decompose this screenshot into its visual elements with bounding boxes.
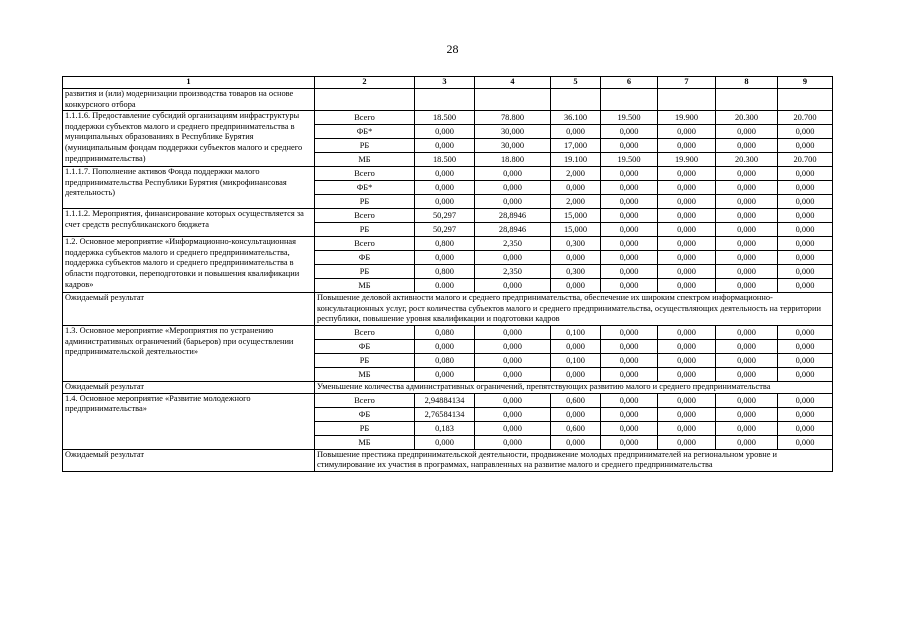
value: 0,000 [475, 354, 550, 368]
value: 0,000 [716, 422, 777, 436]
value: 0,000 [716, 251, 777, 265]
value: 0,000 [778, 251, 832, 265]
value: 0,100 [551, 326, 600, 340]
value: 0,000 [658, 422, 715, 436]
value-cell [658, 111, 716, 167]
value: 0,000 [677, 281, 696, 291]
value: 18.800 [500, 155, 525, 165]
value-cell [778, 111, 833, 167]
value-cell [778, 89, 833, 111]
funding-source: Всего [315, 326, 414, 340]
value: 19.500 [601, 111, 657, 125]
value: 2,000 [551, 167, 600, 181]
measure-description: 1.4. Основное мероприятие «Развитие молодежного предпринимательства» [63, 393, 315, 449]
value: 0,000 [716, 181, 777, 195]
value: 0,000 [601, 408, 657, 422]
value: 19.900 [674, 155, 699, 165]
table-row [63, 89, 833, 111]
expected-result-label: Ожидаемый результат [63, 293, 315, 326]
value: 0,000 [601, 125, 657, 139]
funding-source: Всего [315, 167, 414, 181]
value: 30,000 [475, 139, 550, 153]
value-cell [475, 167, 551, 209]
value: 0,000 [658, 408, 715, 422]
value-cell [551, 167, 601, 209]
value-cell [658, 209, 716, 237]
funding-source: МБ [358, 281, 371, 291]
funding-source-cell [315, 111, 415, 167]
value-cell [601, 325, 658, 381]
value: 0,000 [778, 181, 832, 195]
value: 0,000 [658, 237, 715, 251]
measure-description: 1.1.1.2. Мероприятия, финансирование которых осуществляется за счет средств республиканского бюджета [63, 209, 315, 237]
value: 0,000 [778, 209, 832, 223]
value: 0,000 [658, 209, 715, 223]
expected-result-text: Повышение престижа предпринимательской деятельности, продвижение молодых предпринимателей на региональном уровне и стимулирование их участия в программах, направленных на развитие малого и среднего предпринимательства [315, 449, 833, 471]
value: 0,000 [551, 408, 600, 422]
value: 0,000 [503, 437, 522, 447]
value: 0,000 [658, 251, 715, 265]
value: 30,000 [475, 125, 550, 139]
value: 17,000 [551, 139, 600, 153]
funding-source: РБ [359, 225, 370, 235]
header-cell: 6 [601, 77, 658, 89]
value: 0,000 [619, 281, 639, 291]
funding-source: РБ [315, 265, 414, 279]
value: 0,000 [658, 167, 715, 181]
header-cell: 2 [315, 77, 415, 89]
value: 0.000 [435, 281, 454, 291]
value: 0,000 [601, 422, 657, 436]
value: 0,000 [619, 225, 639, 235]
value: 0,000 [737, 225, 756, 235]
value-cell [415, 89, 475, 111]
measure-description: 1.2. Основное мероприятие «Информационно-консультационная поддержка субъектов малого и среднего предпринимательства, поддержка субъектов малого и среднего предпринимательства в области подготовки, переподготовки и повышения квалификации кадров» [63, 237, 315, 293]
header-cell: 5 [551, 77, 601, 89]
value-cell [716, 237, 778, 293]
value-cell [716, 167, 778, 209]
value: 0,000 [716, 167, 777, 181]
value-cell [601, 89, 658, 111]
value-cell [658, 325, 716, 381]
value: 0,000 [737, 197, 756, 207]
value-cell [415, 209, 475, 237]
value: 20.300 [716, 111, 777, 125]
value: 0,000 [566, 281, 585, 291]
table-body [63, 77, 833, 472]
value: 28,8946 [498, 225, 527, 235]
value: 0,000 [551, 181, 600, 195]
value-cell [601, 111, 658, 167]
value: 0,000 [601, 237, 657, 251]
table-row [63, 237, 833, 293]
value: 2,350 [475, 265, 550, 279]
funding-source: Всего [315, 237, 414, 251]
value: 0,000 [737, 437, 756, 447]
header-cell: 7 [658, 77, 716, 89]
value: 0,000 [658, 340, 715, 354]
value: 0,000 [778, 408, 832, 422]
value: 0,000 [795, 225, 815, 235]
value: 0,000 [435, 197, 454, 207]
value: 0,000 [566, 437, 585, 447]
funding-source: МБ [358, 437, 371, 447]
funding-source: ФБ* [315, 181, 414, 195]
value: 0,000 [619, 197, 639, 207]
value: 0,000 [677, 369, 696, 379]
value: 0,000 [475, 167, 550, 181]
value: 0,000 [475, 181, 550, 195]
value: 0,600 [551, 422, 600, 436]
expected-result-text: Уменьшение количества административных ограничений, препятствующих развитию малого и среднего предпринимательства [315, 381, 833, 393]
value-cell [551, 393, 601, 449]
funding-source-cell [315, 167, 415, 209]
value: 0,000 [415, 125, 474, 139]
value-cell [601, 237, 658, 293]
header-cell: 8 [716, 77, 778, 89]
table-row [63, 325, 833, 381]
value: 0,000 [658, 125, 715, 139]
value: 0,080 [415, 326, 474, 340]
funding-source: ФБ [315, 340, 414, 354]
value-cell [716, 209, 778, 237]
value-cell [778, 209, 833, 237]
value: 0,000 [716, 139, 777, 153]
value: 0,000 [475, 394, 550, 408]
value: 0,000 [778, 422, 832, 436]
value-cell [475, 209, 551, 237]
measure-description: 1.3. Основное мероприятие «Мероприятия по устранению административных ограничений (барьеров) при осуществлении предпринимательской деятельности» [63, 325, 315, 381]
funding-source: ФБ* [315, 125, 414, 139]
funding-source-cell [315, 393, 415, 449]
table-row [63, 393, 833, 449]
value: 50,297 [415, 209, 474, 223]
value: 0,000 [415, 251, 474, 265]
table-row [63, 111, 833, 167]
value: 0,000 [475, 251, 550, 265]
value-cell [475, 89, 551, 111]
value: 0,000 [778, 354, 832, 368]
value: 0,000 [601, 394, 657, 408]
expected-result-label: Ожидаемый результат [63, 381, 315, 393]
value: 0,000 [716, 237, 777, 251]
value: 0,100 [551, 354, 600, 368]
value-cell [778, 167, 833, 209]
value-cell [778, 393, 833, 449]
value: 15,000 [551, 209, 600, 223]
value: 0,000 [566, 369, 585, 379]
value: 0,000 [619, 437, 639, 447]
expected-result-row [63, 381, 833, 393]
expected-result-text: Повышение деловой активности малого и среднего предпринимательства, обеспечение их широким спектром информационно-консультационных услуг, рост количества субъектов малого и среднего предпринимательства, осуществляющих деятельность на территории республики, повышение уровня квалификации и подготовки кадров [315, 293, 833, 326]
funding-source: РБ [315, 354, 414, 368]
value: 0,000 [601, 181, 657, 195]
value: 20.700 [778, 111, 832, 125]
value: 0,000 [716, 354, 777, 368]
value: 0,000 [415, 181, 474, 195]
funding-source: Всего [315, 111, 414, 125]
value: 36.100 [551, 111, 600, 125]
value: 0,800 [415, 265, 474, 279]
value-cell [716, 325, 778, 381]
value: 0,000 [415, 167, 474, 181]
funding-source-cell [315, 325, 415, 381]
value: 0,000 [658, 394, 715, 408]
budget-table [62, 76, 833, 472]
value-cell [551, 325, 601, 381]
value: 0,000 [551, 125, 600, 139]
funding-source: МБ [358, 369, 371, 379]
value: 0,000 [716, 326, 777, 340]
value: 2,000 [566, 197, 585, 207]
value-cell [551, 209, 601, 237]
value: 19.900 [658, 111, 715, 125]
value: 0,000 [737, 281, 756, 291]
value: 0,000 [601, 139, 657, 153]
value: 0,800 [415, 237, 474, 251]
value: 0,000 [716, 125, 777, 139]
value: 0,600 [551, 394, 600, 408]
value: 0,000 [503, 197, 522, 207]
value: 28,8946 [475, 209, 550, 223]
value: 0,000 [415, 139, 474, 153]
value-cell [415, 325, 475, 381]
value: 0,000 [475, 326, 550, 340]
value: 0,000 [778, 265, 832, 279]
header-cell: 9 [778, 77, 833, 89]
value-cell [658, 393, 716, 449]
value: 0,000 [601, 265, 657, 279]
value: 0,000 [677, 225, 696, 235]
value-cell [716, 393, 778, 449]
value: 0,000 [778, 125, 832, 139]
value: 0,000 [677, 437, 696, 447]
value: 0,000 [658, 265, 715, 279]
value: 0,000 [778, 326, 832, 340]
value: 0,000 [601, 354, 657, 368]
value: 0,300 [551, 265, 600, 279]
value: 0,000 [716, 394, 777, 408]
value: 0,000 [778, 139, 832, 153]
funding-source: Всего [315, 394, 414, 408]
value: 0,000 [658, 326, 715, 340]
funding-source: Всего [315, 209, 414, 223]
value: 0,000 [795, 197, 815, 207]
expected-result-row [63, 449, 833, 471]
value: 0,000 [435, 369, 454, 379]
value-cell [778, 237, 833, 293]
funding-source: ФБ [315, 251, 414, 265]
value: 0,000 [503, 369, 522, 379]
value: 19.100 [563, 155, 588, 165]
value: 0,000 [658, 139, 715, 153]
value-cell [415, 237, 475, 293]
header-cell: 4 [475, 77, 551, 89]
value: 0,000 [658, 181, 715, 195]
measure-description: 1.1.1.6. Предоставление субсидий организациям инфраструктуры поддержки субъектов малого и среднего предпринимательства в муниципальных образованиях в Республике Бурятия (муниципальным фондам поддержки субъектов малого и среднего предпринимательства) [63, 111, 315, 167]
value: 0,000 [778, 237, 832, 251]
value: 0,000 [716, 209, 777, 223]
value: 0,000 [778, 340, 832, 354]
value: 0,000 [435, 437, 454, 447]
page-number: 28 [446, 42, 459, 56]
value-cell [658, 167, 716, 209]
value: 15,000 [563, 225, 588, 235]
value-cell [778, 325, 833, 381]
value: 0,000 [716, 265, 777, 279]
value: 0,000 [551, 340, 600, 354]
value: 0,000 [551, 251, 600, 265]
value: 0,000 [658, 354, 715, 368]
value: 0,000 [601, 167, 657, 181]
value: 0,000 [737, 369, 756, 379]
value: 0,000 [778, 167, 832, 181]
value: 0,000 [601, 209, 657, 223]
value: 19.500 [617, 155, 641, 165]
value-cell [601, 167, 658, 209]
funding-source: МБ [358, 155, 371, 165]
value: 18.500 [415, 111, 474, 125]
measure-description: 1.1.1.7. Пополнение активов Фонда поддержки малого предпринимательства Республики Бурятия (микрофинансовая деятельность) [63, 167, 315, 209]
funding-source: ФБ [315, 408, 414, 422]
value: 2,350 [475, 237, 550, 251]
value: 50,297 [432, 225, 457, 235]
value: 0,000 [415, 340, 474, 354]
funding-source-cell [315, 209, 415, 237]
value: 0,000 [475, 340, 550, 354]
value-cell [658, 237, 716, 293]
funding-source-cell [315, 89, 415, 111]
value: 0,000 [677, 197, 696, 207]
value: 0,080 [415, 354, 474, 368]
value-cell [658, 89, 716, 111]
value-cell [716, 89, 778, 111]
value: 0,000 [795, 369, 815, 379]
expected-result-row [63, 293, 833, 326]
value-cell [716, 111, 778, 167]
value-cell [415, 111, 475, 167]
value: 0,000 [601, 251, 657, 265]
value: 0,300 [551, 237, 600, 251]
funding-source-cell [315, 237, 415, 293]
value: 18.500 [432, 155, 457, 165]
value: 0,183 [415, 422, 474, 436]
value-cell [601, 209, 658, 237]
value: 0,000 [475, 408, 550, 422]
header-cell: 1 [63, 77, 315, 89]
value-cell [475, 237, 551, 293]
value: 0,000 [619, 369, 639, 379]
header-cell: 3 [415, 77, 475, 89]
value-cell [415, 167, 475, 209]
value-cell [551, 89, 601, 111]
value: 20.300 [734, 155, 759, 165]
value: 0,000 [716, 408, 777, 422]
value: 0,000 [778, 394, 832, 408]
value: 0,000 [475, 422, 550, 436]
value-cell [551, 237, 601, 293]
value-cell [551, 111, 601, 167]
value: 0,000 [601, 340, 657, 354]
value: 0,000 [503, 281, 522, 291]
value: 0,000 [795, 437, 815, 447]
value: 78.800 [475, 111, 550, 125]
value: 0,000 [795, 281, 815, 291]
funding-source: РБ [359, 197, 370, 207]
value-cell [475, 393, 551, 449]
value: 2,76584134 [415, 408, 474, 422]
value-cell [475, 111, 551, 167]
value: 20.700 [793, 155, 817, 165]
value: 0,000 [716, 340, 777, 354]
value-cell [601, 393, 658, 449]
table-row [63, 167, 833, 209]
expected-result-label: Ожидаемый результат [63, 449, 315, 471]
measure-description: развития и (или) модернизации производства товаров на основе конкурсного отбора [63, 89, 315, 111]
table-header-row [63, 77, 833, 89]
value-cell [475, 325, 551, 381]
value: 2,94884134 [415, 394, 474, 408]
table-row [63, 209, 833, 237]
funding-source: РБ [315, 139, 414, 153]
value: 0,000 [601, 326, 657, 340]
value-cell [415, 393, 475, 449]
funding-source: РБ [315, 422, 414, 436]
